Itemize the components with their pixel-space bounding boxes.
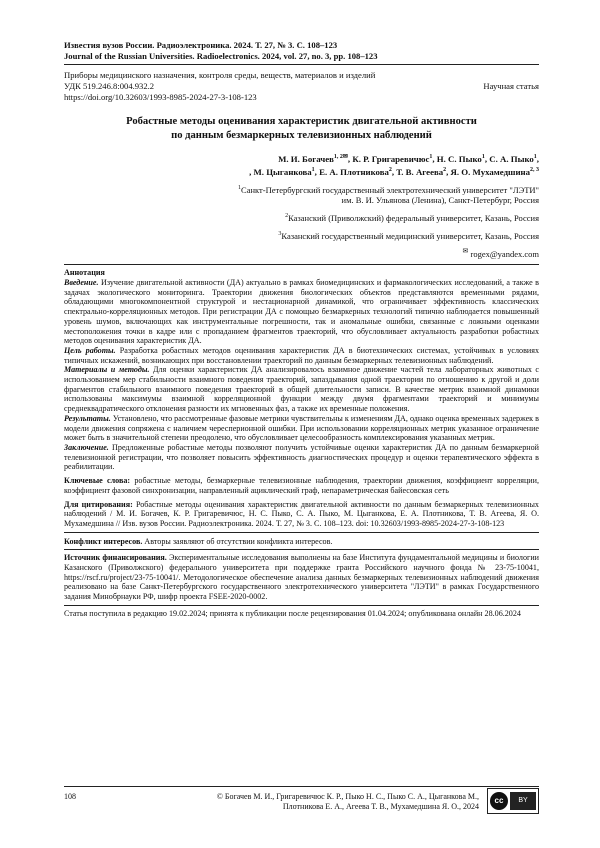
- author: , Я. О. Мухамедшина: [446, 166, 530, 177]
- email-address[interactable]: rogex@yandex.com: [470, 248, 539, 259]
- author-sup: 2, 3: [530, 166, 539, 173]
- citation-label: Для цитирования:: [64, 499, 133, 509]
- author: , С. А. Пыко: [484, 153, 534, 164]
- author-sup: 2: [388, 166, 392, 173]
- copyright-line: © Богачев М. И., Григаревичюс К. Р., Пыко Н. С., Пыко С. А., Цыганкова М.,: [216, 792, 479, 801]
- page: [64, 40, 539, 619]
- journal-line-en: Journal of the Russian Universities. Radioelectronics. 2024, vol. 27, no. 3, pp. 108–123: [64, 50, 378, 61]
- authors-line-1: М. И. Богачев$^{1, 2✉}$, К. Р. Григаревичюс$^1$, Н. С. Пыко$^1$, С. А. Пыко$^1$,: [278, 153, 539, 164]
- author: , Т. В. Агеева: [391, 166, 444, 177]
- udc: УДК 519.246.8:004.932.2: [64, 80, 155, 91]
- conflict-rule: [64, 549, 539, 550]
- journal-header: [64, 40, 539, 61]
- abstract-top-rule: [64, 264, 539, 265]
- keywords-text: робастные методы, безмаркерные телевизионные наблюдения, траектории движения, коэффициент корреляции, коэффициент фазовой синхронизации, направленный ациклический граф, непараметрическая байесовская сеть: [64, 476, 539, 495]
- author: М. И. Богачев: [278, 153, 334, 164]
- abstract: [64, 268, 539, 472]
- citation-text: Робастные методы оценивания характеристик двигательной активности по данным безмаркерных телевизионных наблюдений / М. И. Богачев, К. Р. Григаревичюс, Н. С. Пыко, С. А. Пыко, М. Цыганкова, Е. А. Плотникова, Т. В. Агеева, Я. О. Мухамедшина // Изв. вузов России. Радиоэлектроника. 2024. Т. 27, № 3. С. 108–123. doi: 10.32603/1993-8985-2024-27-3-108-123: [64, 499, 539, 528]
- funding: [64, 553, 539, 602]
- abstract-aim: Цель работы. Разработка робастных методов оценивания характеристик ДА в биотехнических системах, устойчивых в условиях типичных искажений, возникающих при восстановлении траекторий по данным безмаркерных телевизионных наблюдений.: [64, 345, 539, 365]
- article-title: [64, 115, 539, 142]
- affiliation-sup: 2: [285, 213, 289, 220]
- keywords-label: Ключевые слова:: [64, 476, 131, 486]
- article-type: Научная статья: [483, 80, 539, 91]
- author: , К. Р. Григаревичюс: [347, 153, 430, 164]
- section-name: Приборы медицинского назначения, контроля среды, веществ, материалов и изделий: [64, 70, 376, 80]
- funding-label: Источник финансирования.: [64, 553, 167, 563]
- article-dates: Статья поступила в редакцию 19.02.2024; принята к публикации после рецензирования 01.04.2024; опубликована онлайн 28.06.2024: [64, 608, 521, 618]
- affiliation: [64, 229, 539, 242]
- author-sup: 1: [311, 166, 315, 173]
- envelope-icon: ✉: [462, 246, 469, 255]
- author: , Е. А. Плотникова: [314, 166, 389, 177]
- title-line: Робастные методы оценивания характеристик двигательной активности: [126, 116, 477, 127]
- abstract-heading: Аннотация: [64, 268, 105, 278]
- funding-text: Экспериментальные исследования выполнены на базе Института фундаментальной медицины и биологии Казанского (Приволжского) федерального университета при поддержке гранта Российского научного фонда № 23-75-10041, https://rscf.ru/project/23-75-10041/. Методологическое обеспечение анализа данных безмаркерных телевизионных наблюдений движения реализовано на базе Санкт-Петербургского государственного электротехнического университета "ЛЭТИ" в рамках Государственного задания Минобрнауки РФ, шифр проекта FSEE-2020-0002.: [64, 553, 539, 602]
- keywords: [64, 476, 539, 495]
- abstract-results: Результаты. Установлено, что рассмотренные фазовые метрики чувствительны к изменениям ДА, однако оценка временных задержек в модели движения сопряжена с наличием чересперионной ошибки. При использовании корреляционных метрик указанное ограничение может быть в значительной степени преодолено, что обусловливает целесообразность комплексирования указанных метрик.: [64, 413, 539, 443]
- authors-line-2: [64, 165, 539, 178]
- affiliation-line: Санкт-Петербургский государственный электротехнический университет "ЛЭТИ": [241, 184, 539, 195]
- abstract-methods: Материалы и методы. Для оценки характеристик ДА анализировалось взаимное движение частей тела лабораторных животных с использованием мер стабильности взаимного поведения траекторий, запаздывания одной траектории по отношению к другой и доли фрагментов стабильного взаимного поведения траекторий в общей длительности записи. В качестве метрик взаимной динамики использованы максимумы взаимной корреляционной функции между двумя фрагментами траекторий и минимумы среднеквадратического отклонения разности их мгновенных фаз, а также их временные положения.: [64, 365, 540, 414]
- conflict-of-interest: [64, 537, 539, 547]
- author-sup: 1: [481, 154, 485, 160]
- doi-link[interactable]: https://doi.org/10.32603/1993-8985-2024-27-3-108-123: [64, 91, 257, 102]
- author-sup: 1: [533, 154, 537, 160]
- conflict-label: Конфликт интересов.: [64, 536, 143, 546]
- citation: [64, 500, 539, 529]
- abstract-bottom-rule: [64, 532, 539, 533]
- abstract-intro: Введение. Изучение двигательной активности (ДА) актуально в рамках биомедицинских и фармакологических исследований, а также в задачах экологического мониторинга. Траектории движения биологических объектов представляются временными рядами, обладающими многокомпонентной структурой и нестационарной динамикой, что ограничивает эффективность классических спектрально-корреляционных методов. При регистрации ДА с помощью безмаркерных технологий типично наблюдается повышенный уровень шумов, включающих как инструментальные погрешности, так и аномальные ошибки, связанные с ложными оценками местоположения точки в кадре или с пропаданием фрагментов траекторий, что обусловливает актуальность разработки робастных методов оценивания характеристик ДА.: [64, 278, 539, 346]
- cc-icon: cc: [490, 792, 508, 810]
- affiliation: [64, 183, 539, 206]
- page-number: 108: [64, 792, 76, 801]
- affiliation-line: Казанский государственный медицинский университет, Казань, Россия: [281, 230, 539, 241]
- conflict-text: Авторы заявляют об отсутствии конфликта интересов.: [144, 536, 333, 546]
- abstract-conclusion: Заключение. Предложенные робастные методы позволяют получить устойчивые оценки характеристик ДА по данным безмаркерной телевизионной регистрации, что позволяет повысить эффективность диагностических процедур и оценки терапевтического эффекта в реабилитации.: [64, 443, 540, 472]
- author-sup: 2: [443, 166, 447, 173]
- author-sup: 1: [429, 154, 433, 160]
- affiliation-sup: 1: [238, 184, 242, 191]
- cc-license-badge[interactable]: [487, 788, 539, 814]
- author: , М. Цыганкова: [249, 166, 312, 177]
- copyright: [99, 792, 479, 812]
- by-icon: BY: [510, 792, 536, 810]
- affiliation: [64, 211, 539, 224]
- affiliation-line: Казанский (Приволжский) федеральный университет, Казань, Россия: [288, 213, 539, 224]
- footer-rule: [64, 786, 539, 787]
- author-list: [64, 152, 539, 178]
- copyright-line: Плотникова Е. А., Агеева Т. В., Мухамедшина Я. О., 2024: [282, 802, 479, 811]
- author-sup: 1, 2✉: [333, 154, 348, 160]
- header-rule: [64, 64, 539, 65]
- funding-rule: [64, 605, 539, 606]
- title-line: по данным безмаркерных телевизионных наблюдений: [171, 129, 432, 141]
- journal-line-ru: Известия вузов России. Радиоэлектроника. 2024. Т. 27, № 3. С. 108–123: [64, 40, 338, 50]
- affiliation-sup: 3: [278, 230, 282, 237]
- udc-row: [64, 81, 539, 92]
- corresponding-email: [64, 247, 539, 259]
- affiliation-line: им. В. И. Ульянова (Ленина), Санкт-Петербург, Россия: [341, 195, 539, 206]
- author: , Н. С. Пыко: [432, 153, 482, 164]
